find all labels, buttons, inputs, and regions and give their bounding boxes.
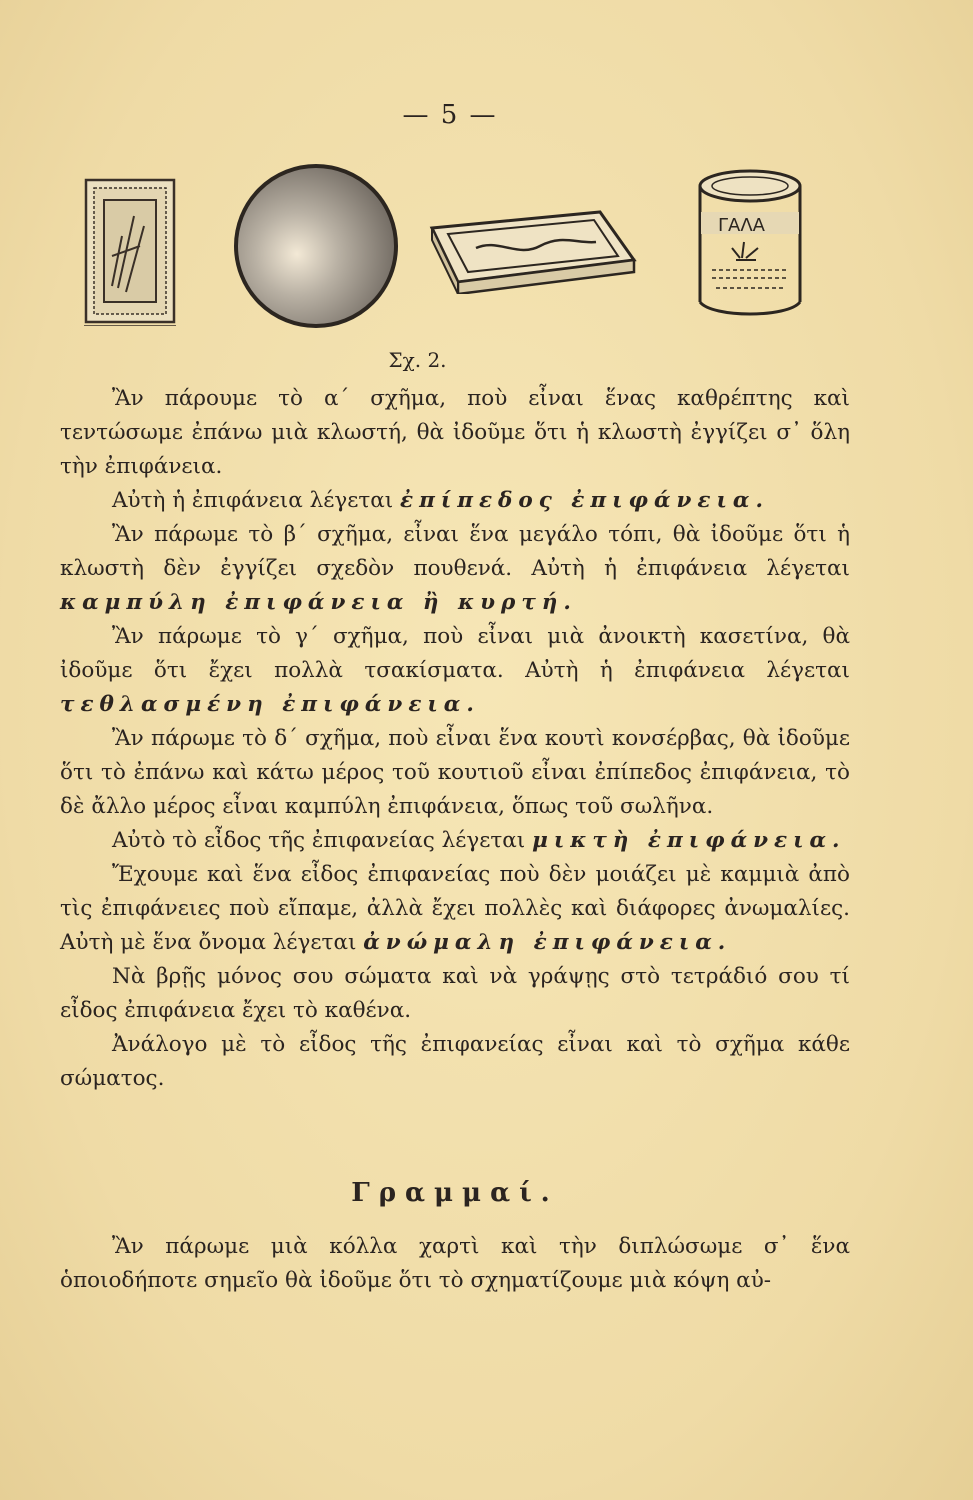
paragraph-1-text: Ἂν πάρουμε τὸ α΄ σχῆμα, ποὺ εἶναι ἕνας καθρέπτης καὶ τεντώσωμε ἐπάνω μιὰ κλωστή, θὰ ἰδοῦμε ὅτι ἡ κλωστὴ ἐγγίζει σ᾽ ὅλη τὴν ἐπιφάνεια. — [60, 386, 850, 479]
paragraph-8 — [60, 960, 850, 1028]
body-text — [60, 382, 850, 1096]
paragraph-1 — [60, 382, 850, 484]
paragraph-4 — [60, 620, 850, 722]
term-irregular-surface: ἀνώμαλη ἐπιφάνεια. — [363, 930, 732, 955]
paragraph-8-text: Νὰ βρῇς μόνος σου σώματα καὶ νὰ γράψῃς στὸ τετράδιό σου τί εἶδος ἐπιφάνεια ἔχει τὸ καθένα. — [60, 964, 850, 1023]
paragraph-6-lead: Αὐτὸ τὸ εἶδος τῆς ἐπιφανείας λέγεται — [112, 828, 526, 853]
can-label: ΓΑΛΑ — [718, 215, 765, 236]
term-flat-surface: ἐπίπεδος ἐπιφάνεια. — [400, 488, 769, 513]
paragraph-7 — [60, 858, 850, 960]
paragraph-9 — [60, 1028, 850, 1096]
term-mixed-surface: μικτὴ ἐπιφάνεια. — [532, 828, 846, 853]
paragraph-9-text: Ἀνάλογο μὲ τὸ εἶδος τῆς ἐπιφανείας εἶναι καὶ τὸ σχῆμα κάθε σώματος. — [60, 1032, 850, 1091]
paragraph-final: Ἂν πάρωμε μιὰ κόλλα χαρτὶ καὶ τὴν διπλώσωμε σ᾽ ἕνα ὁποιοδήποτε σημεῖο θὰ ἰδοῦμε ὅτι τὸ σχηματίζουμε μιὰ κόψη αὐ- — [60, 1234, 850, 1293]
mirror-figure — [82, 176, 178, 326]
ball-figure — [230, 160, 402, 332]
paragraph-3 — [60, 518, 850, 620]
term-curved-surface: καμπύλη ἐπιφάνεια ἢ κυρτή. — [60, 590, 577, 615]
paragraph-5-text: Ἂν πάρωμε τὸ δ΄ σχῆμα, ποὺ εἶναι ἕνα κουτὶ κονσέρβας, θὰ ἰδοῦμε ὅτι τὸ ἐπάνω καὶ κάτω μέρος τοῦ κουτιοῦ εἶναι ἐπίπεδος ἐπιφάνεια, τὸ δὲ ἄλλο μέρος εἶναι καμπύλη ἐπιφάνεια, ὅπως τοῦ σωλῆνα. — [60, 726, 850, 819]
paragraph-3-text: Ἂν πάρωμε τὸ β΄ σχῆμα, εἶναι ἕνα μεγάλο τόπι, θὰ ἰδοῦμε ὅτι ἡ κλωστὴ δὲν ἐγγίζει σχεδὸν πουθενά. Αὐτὴ ἡ ἐπιφάνεια λέγεται — [60, 522, 850, 581]
paragraph-6 — [60, 824, 850, 858]
section-heading: Γραμμαί. — [351, 1178, 559, 1208]
figure-caption: Σχ. 2. — [388, 348, 447, 372]
paragraph-2 — [60, 484, 850, 518]
paragraph-5 — [60, 722, 850, 824]
term-broken-surface: τεθλασμένη ἐπιφάνεια. — [60, 692, 480, 717]
can-figure — [692, 166, 810, 326]
figures-row — [70, 160, 830, 340]
page-number: — 5 — — [402, 100, 498, 130]
final-text — [60, 1230, 850, 1298]
box-figure — [428, 208, 640, 294]
paragraph-2-lead: Αὐτὴ ἡ ἐπιφάνεια λέγεται — [112, 488, 394, 513]
paragraph-7-text: Ἔχουμε καὶ ἕνα εἶδος ἐπιφανείας ποὺ δὲν μοιάζει μὲ καμμιὰ ἀπὸ τὶς ἐπιφάνειες ποὺ εἴπαμε, ἀλλὰ ἔχει πολλὲς καὶ διάφορες ἀνωμαλίες. Αὐτὴ μὲ ἕνα ὄνομα λέγεται — [60, 862, 850, 955]
paragraph-4-text: Ἂν πάρωμε τὸ γ΄ σχῆμα, ποὺ εἶναι μιὰ ἀνοικτὴ κασετίνα, θὰ ἰδοῦμε ὅτι ἔχει πολλὰ τσακίσματα. Αὐτὴ ἡ ἐπιφάνεια λέγεται — [60, 624, 850, 683]
